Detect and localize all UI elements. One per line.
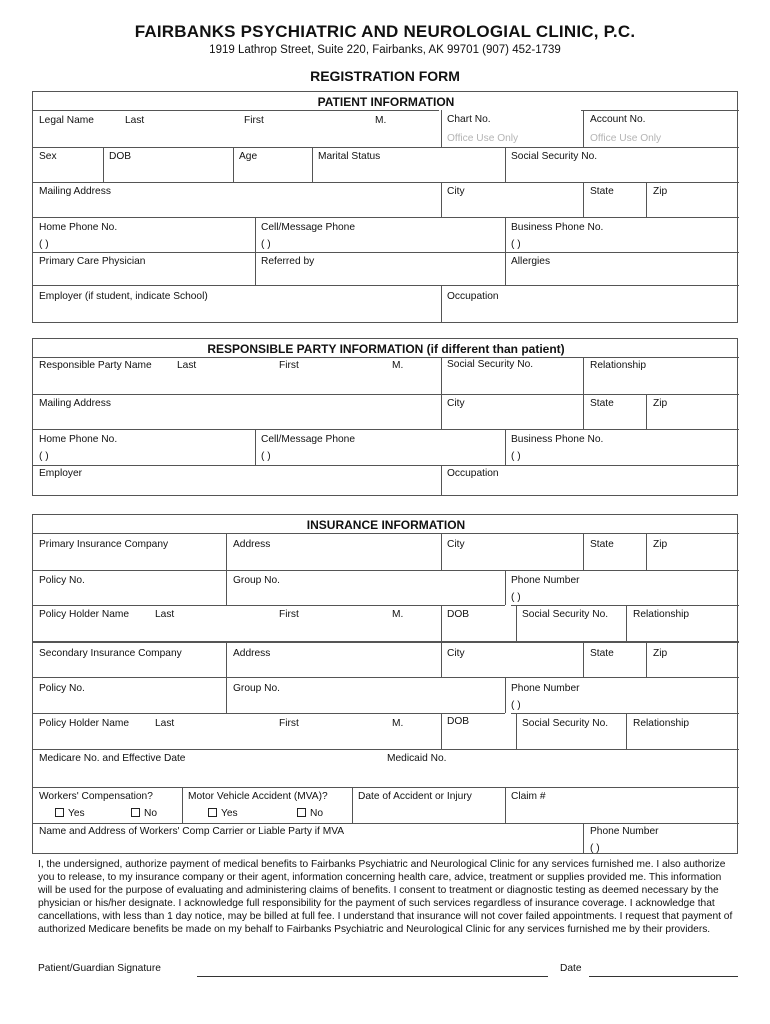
rp-middle-field[interactable]: M.: [392, 360, 404, 371]
chart-no-field[interactable]: Chart No.: [447, 114, 491, 125]
ssn-field[interactable]: Social Security No.: [511, 151, 598, 162]
carrier-name-address-field[interactable]: Name and Address of Workers' Comp Carrier or Liable Party if MVA: [39, 826, 345, 837]
rp-business-phone-area: ( ): [511, 451, 521, 462]
secondary-policy-holder-label: Policy Holder Name: [39, 718, 130, 729]
rp-first-field[interactable]: First: [279, 360, 299, 371]
legal-name-label: Legal Name: [39, 115, 94, 126]
checkbox-icon: [55, 808, 64, 817]
secondary-zip-field[interactable]: Zip: [653, 648, 668, 659]
signature-label: Patient/Guardian Signature: [38, 963, 161, 974]
secondary-holder-last-field[interactable]: Last: [155, 718, 175, 729]
rp-city-field[interactable]: City: [447, 398, 465, 409]
medicaid-no-field[interactable]: Medicaid No.: [387, 753, 447, 764]
primary-zip-field[interactable]: Zip: [653, 539, 668, 550]
mva-no-checkbox[interactable]: No: [297, 808, 323, 819]
dob-field[interactable]: DOB: [109, 151, 132, 162]
business-phone-field[interactable]: Business Phone No.: [511, 222, 604, 233]
secondary-policy-no-field[interactable]: Policy No.: [39, 683, 85, 694]
insurance-information-section: [32, 514, 738, 854]
clinic-name: FAIRBANKS PSYCHIATRIC AND NEUROLOGIAL CLINIC, P.C.: [134, 22, 636, 41]
primary-holder-dob-field[interactable]: DOB: [447, 609, 470, 620]
middle-initial-field[interactable]: M.: [375, 115, 387, 126]
business-phone-area: ( ): [511, 239, 521, 250]
rp-mailing-address-field[interactable]: Mailing Address: [39, 398, 111, 409]
secondary-insurance-company-field[interactable]: Secondary Insurance Company: [39, 648, 182, 659]
secondary-state-field[interactable]: State: [590, 648, 614, 659]
chart-office-use: Office Use Only: [447, 133, 519, 144]
signature-line[interactable]: [197, 976, 548, 977]
workers-comp-label: Workers' Compensation?: [39, 791, 153, 802]
secondary-phone-area: ( ): [511, 700, 521, 711]
workers-comp-yes-checkbox[interactable]: Yes: [55, 808, 85, 819]
employer-field[interactable]: Employer (if student, indicate School): [39, 291, 208, 302]
rp-employer-field[interactable]: Employer: [39, 468, 83, 479]
home-phone-area: ( ): [39, 239, 49, 250]
primary-holder-middle-field[interactable]: M.: [392, 609, 404, 620]
responsible-party-name-label: Responsible Party Name: [39, 360, 152, 371]
first-name-field[interactable]: First: [244, 115, 264, 126]
date-label: Date: [560, 963, 582, 974]
primary-holder-last-field[interactable]: Last: [155, 609, 175, 620]
date-line[interactable]: [589, 976, 738, 977]
primary-state-field[interactable]: State: [590, 539, 614, 550]
patient-information-section: [32, 91, 738, 323]
secondary-city-field[interactable]: City: [447, 648, 465, 659]
rp-cell-phone-field[interactable]: Cell/Message Phone: [261, 434, 356, 445]
secondary-phone-number-field[interactable]: Phone Number: [511, 683, 580, 694]
marital-status-field[interactable]: Marital Status: [318, 151, 381, 162]
rp-relationship-field[interactable]: Relationship: [590, 360, 647, 371]
secondary-holder-relationship-field[interactable]: Relationship: [633, 718, 690, 729]
secondary-holder-dob-field[interactable]: DOB: [447, 716, 470, 727]
primary-phone-number-field[interactable]: Phone Number: [511, 575, 580, 586]
checkbox-icon: [297, 808, 306, 817]
rp-cell-phone-area: ( ): [261, 451, 271, 462]
workers-comp-no-checkbox[interactable]: No: [131, 808, 157, 819]
claim-number-field[interactable]: Claim #: [511, 791, 546, 802]
primary-phone-area: ( ): [511, 592, 521, 603]
secondary-holder-middle-field[interactable]: M.: [392, 718, 404, 729]
rp-occupation-field[interactable]: Occupation: [447, 468, 499, 479]
allergies-field[interactable]: Allergies: [511, 256, 551, 267]
state-field[interactable]: State: [590, 186, 614, 197]
checkbox-icon: [208, 808, 217, 817]
secondary-group-no-field[interactable]: Group No.: [233, 683, 280, 694]
age-field[interactable]: Age: [239, 151, 258, 162]
city-field[interactable]: City: [447, 186, 465, 197]
rp-ssn-field[interactable]: Social Security No.: [447, 359, 534, 370]
primary-group-no-field[interactable]: Group No.: [233, 575, 280, 586]
responsible-party-section: [32, 338, 738, 496]
mva-label: Motor Vehicle Accident (MVA)?: [188, 791, 328, 802]
home-phone-field[interactable]: Home Phone No.: [39, 222, 118, 233]
primary-city-field[interactable]: City: [447, 539, 465, 550]
authorization-statement: I, the undersigned, authorize payment of medical benefits to Fairbanks Psychiatric and Neurological Clinic for any services furnished me. I also authorize you to release, to my insurance company or their agent, information concerning health care, advice, treatment or supplies provided me. This information will be used for the purpose of evaluating and administering claims of benefits. I consent to treatment or diagnostic testing as deemed necessary by the physician or his/her designate. I acknowledge full responsibility for the payment of such services regardless of insurance coverage. I acknowledge that cancellations, with less than 1 day notice, may be billed at full fee. I understand that insurance will not cover failed appointments. I request that payment of authorized Medicare benefits be made on my behalf to Fairbanks Psychiatric and Neurological Clinic for any services furnished me by their providers.: [38, 859, 733, 935]
rp-home-phone-area: ( ): [39, 451, 49, 462]
secondary-address-field[interactable]: Address: [233, 648, 271, 659]
primary-holder-first-field[interactable]: First: [279, 609, 299, 620]
primary-holder-relationship-field[interactable]: Relationship: [633, 609, 690, 620]
rp-last-field[interactable]: Last: [177, 360, 197, 371]
rp-zip-field[interactable]: Zip: [653, 398, 668, 409]
date-of-accident-field[interactable]: Date of Accident or Injury: [358, 791, 472, 802]
zip-field[interactable]: Zip: [653, 186, 668, 197]
rp-business-phone-field[interactable]: Business Phone No.: [511, 434, 604, 445]
mva-yes-checkbox[interactable]: Yes: [208, 808, 238, 819]
primary-address-field[interactable]: Address: [233, 539, 271, 550]
medicare-no-field[interactable]: Medicare No. and Effective Date: [39, 753, 186, 764]
carrier-phone-area: ( ): [590, 843, 600, 854]
rp-home-phone-field[interactable]: Home Phone No.: [39, 434, 118, 445]
rp-state-field[interactable]: State: [590, 398, 614, 409]
primary-insurance-company-field[interactable]: Primary Insurance Company: [39, 539, 169, 550]
section-heading: PATIENT INFORMATION: [317, 95, 455, 109]
carrier-phone-number-field[interactable]: Phone Number: [590, 826, 659, 837]
cell-phone-area: ( ): [261, 239, 271, 250]
primary-care-physician-field[interactable]: Primary Care Physician: [39, 256, 146, 267]
referred-by-field[interactable]: Referred by: [261, 256, 315, 267]
account-no-field[interactable]: Account No.: [590, 114, 646, 125]
secondary-holder-first-field[interactable]: First: [279, 718, 299, 729]
sex-field[interactable]: Sex: [39, 151, 57, 162]
clinic-address: 1919 Lathrop Street, Suite 220, Fairbanks, AK 99701 (907) 452-1739: [209, 44, 561, 56]
primary-policy-no-field[interactable]: Policy No.: [39, 575, 85, 586]
section-heading: INSURANCE INFORMATION: [306, 518, 466, 532]
primary-policy-holder-label: Policy Holder Name: [39, 609, 130, 620]
primary-holder-ssn-field[interactable]: Social Security No.: [522, 609, 609, 620]
checkbox-icon: [131, 808, 140, 817]
account-office-use: Office Use Only: [590, 133, 662, 144]
section-heading: RESPONSIBLE PARTY INFORMATION (if different than patient): [207, 342, 565, 356]
form-title: REGISTRATION FORM: [310, 68, 460, 84]
secondary-holder-ssn-field[interactable]: Social Security No.: [522, 718, 609, 729]
occupation-field[interactable]: Occupation: [447, 291, 499, 302]
last-name-field[interactable]: Last: [125, 115, 145, 126]
mailing-address-field[interactable]: Mailing Address: [39, 186, 111, 197]
cell-phone-field[interactable]: Cell/Message Phone: [261, 222, 356, 233]
